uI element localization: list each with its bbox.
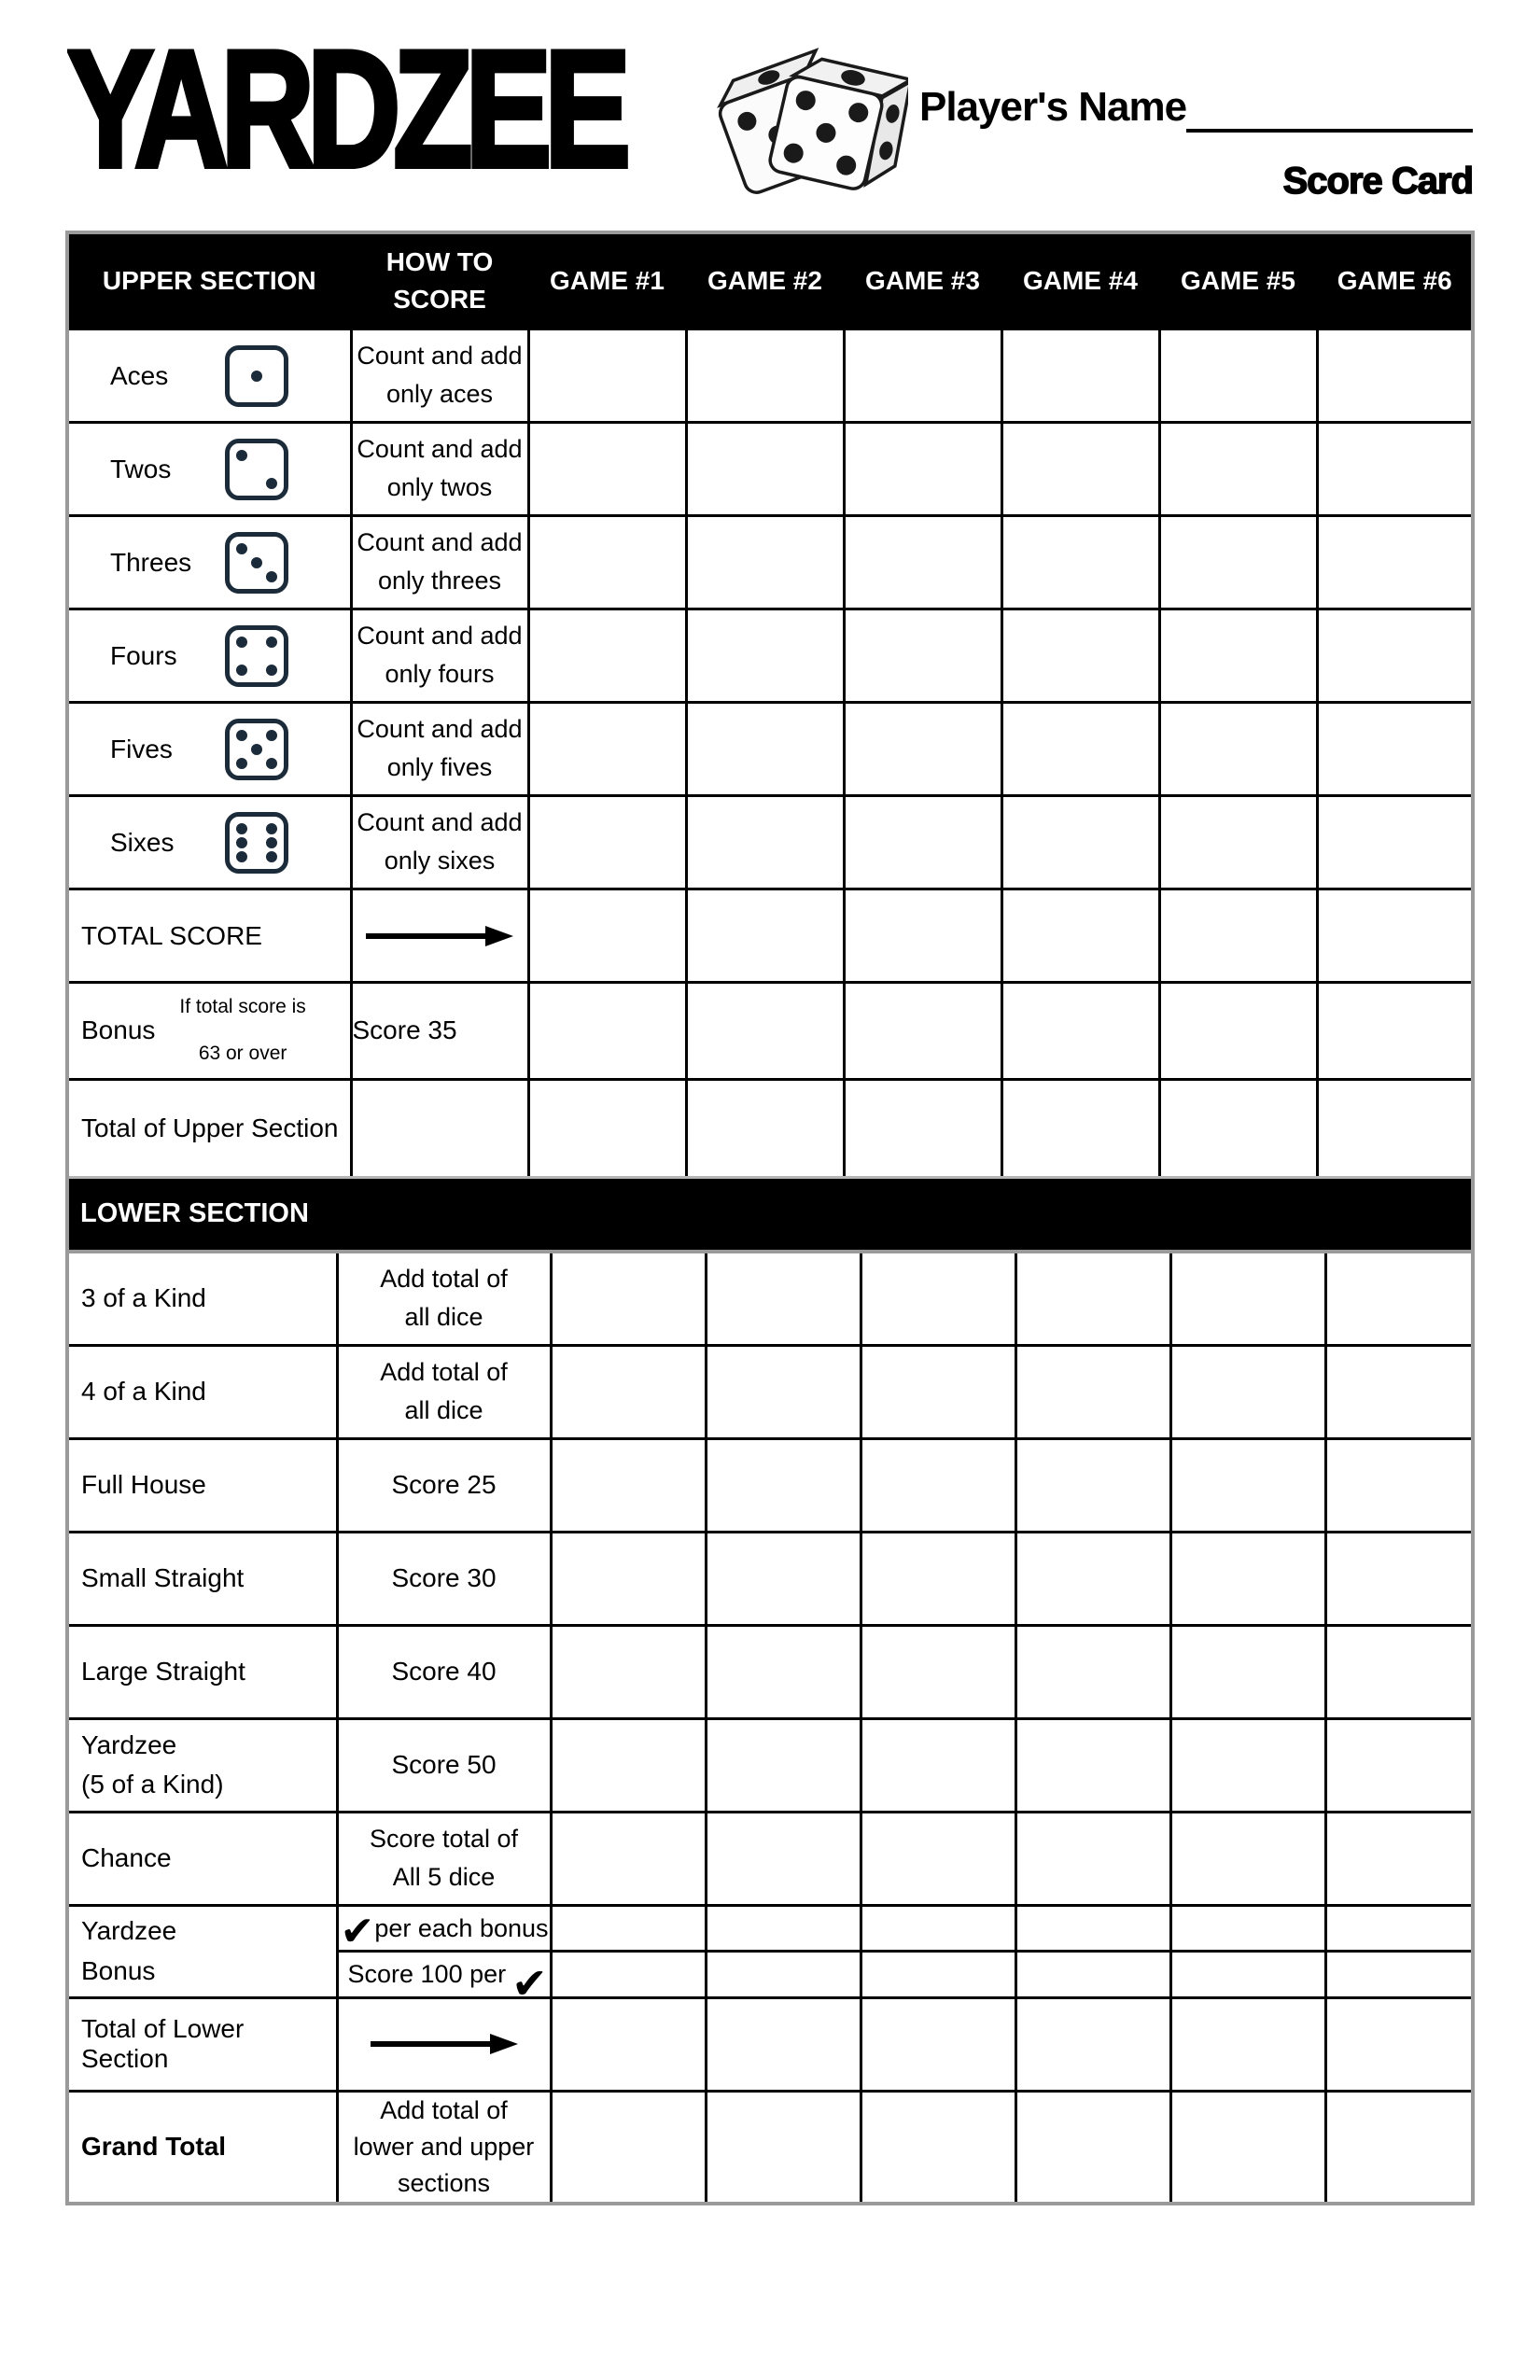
score-cell[interactable] (1001, 609, 1159, 703)
score-cell[interactable] (844, 516, 1001, 609)
score-cell[interactable] (1015, 1625, 1170, 1718)
score-cell[interactable] (1159, 1079, 1317, 1176)
score-cell[interactable] (1170, 1952, 1325, 1998)
upper-section-table (69, 234, 1471, 1176)
score-cell[interactable] (844, 796, 1001, 889)
score-cell[interactable] (1001, 329, 1159, 423)
score-cell[interactable] (551, 1253, 706, 1346)
how-to-score-cell: Score 40 (337, 1625, 551, 1718)
how-to-score-cell: Count and add only sixes (351, 796, 528, 889)
score-cell[interactable] (528, 1079, 686, 1176)
score-cell[interactable] (706, 1718, 861, 1812)
row-label: 4 of a Kind (81, 1377, 206, 1407)
score-cell[interactable] (1170, 1345, 1325, 1438)
score-cell[interactable] (1170, 1812, 1325, 1905)
score-cell[interactable] (861, 1532, 1015, 1625)
score-cell[interactable] (844, 703, 1001, 796)
score-cell[interactable] (686, 796, 844, 889)
die-face-2-icon (225, 439, 288, 500)
score-cell[interactable] (686, 1079, 844, 1176)
right-arrow-icon (369, 2032, 520, 2056)
score-cell[interactable] (686, 703, 844, 796)
score-cell[interactable] (1325, 2091, 1471, 2202)
score-cell[interactable] (686, 329, 844, 423)
game-2-header: GAME #2 (686, 234, 844, 329)
score-cell[interactable] (686, 889, 844, 983)
score-cell[interactable] (528, 329, 686, 423)
score-cell[interactable] (1001, 796, 1159, 889)
score-cell[interactable] (706, 2091, 861, 2202)
row-label: Chance (81, 1843, 172, 1873)
score-cell[interactable] (1317, 516, 1471, 609)
score-cell[interactable] (686, 423, 844, 516)
row-label: TOTAL SCORE (81, 920, 262, 950)
row-threes (69, 516, 1471, 609)
row-label: Grand Total (81, 2132, 227, 2162)
score-card-label: Score Card (1282, 161, 1473, 202)
score-cell[interactable] (1001, 516, 1159, 609)
how-to-score-cell: Score 35 (351, 983, 528, 1080)
score-cell[interactable] (706, 1532, 861, 1625)
score-cell[interactable] (1159, 609, 1317, 703)
score-cell[interactable] (528, 983, 686, 1080)
score-cell[interactable] (1170, 1625, 1325, 1718)
score-cell[interactable] (706, 1905, 861, 1952)
score-cell[interactable] (1325, 1532, 1471, 1625)
row-large-straight (69, 1625, 1471, 1718)
score-cell[interactable] (1317, 796, 1471, 889)
score-cell[interactable] (706, 1253, 861, 1346)
row-label: Fours (110, 640, 177, 670)
row-yardzee-bonus-sub1 (69, 1905, 1471, 1952)
how-to-score-cell: Add total of lower and upper sections (337, 2091, 551, 2202)
row-label: Total of Upper Section (81, 1113, 339, 1142)
row-chance (69, 1812, 1471, 1905)
score-cell[interactable] (1159, 983, 1317, 1080)
checkmark-icon: ✔ (340, 1909, 375, 1955)
row-aces (69, 329, 1471, 423)
how-to-score-cell: Count and add only twos (351, 423, 528, 516)
score-cell[interactable] (551, 1345, 706, 1438)
score-cell[interactable] (1317, 703, 1471, 796)
score-cell[interactable] (1015, 1905, 1170, 1952)
score-cell[interactable] (686, 516, 844, 609)
score-cell[interactable] (551, 1532, 706, 1625)
how-to-score-cell: Add total of all dice (337, 1253, 551, 1346)
how-to-score-cell: Count and add only fives (351, 703, 528, 796)
score-cell[interactable] (551, 1438, 706, 1532)
how-to-score-cell: Score 50 (337, 1718, 551, 1812)
score-cell[interactable] (844, 889, 1001, 983)
score-cell[interactable] (551, 1625, 706, 1718)
row-label: Small Straight (81, 1563, 245, 1593)
score-cell[interactable] (551, 1812, 706, 1905)
score-cell[interactable] (844, 983, 1001, 1080)
game-3-header: GAME #3 (844, 234, 1001, 329)
score-cell[interactable] (844, 423, 1001, 516)
row-label: 3 of a Kind (81, 1283, 206, 1313)
checkmark-icon: ✔ (511, 1959, 548, 2009)
score-cell[interactable] (1159, 516, 1317, 609)
score-cell[interactable] (1001, 983, 1159, 1080)
score-cell[interactable] (861, 1812, 1015, 1905)
score-cell[interactable] (1170, 1438, 1325, 1532)
score-cell[interactable] (1001, 1079, 1159, 1176)
row-total-score (69, 889, 1471, 983)
row-label: Sixes (110, 827, 175, 857)
score-cell[interactable] (1170, 1718, 1325, 1812)
row-total-upper-section (69, 1079, 1471, 1176)
how-to-score-cell: Score 100 per ✔ (337, 1952, 551, 1998)
row-4-of-a-kind (69, 1345, 1471, 1438)
score-cell[interactable] (1317, 329, 1471, 423)
player-name-label: Player's Name (919, 84, 1187, 130)
row-total-lower-section (69, 1997, 1471, 2091)
row-label: Total of Lower Section (81, 2014, 245, 2074)
score-cell[interactable] (861, 1952, 1015, 1998)
score-cell[interactable] (844, 329, 1001, 423)
score-cell[interactable] (528, 796, 686, 889)
score-cell[interactable] (551, 1905, 706, 1952)
score-cell[interactable] (844, 609, 1001, 703)
score-cell[interactable] (1325, 1997, 1471, 2091)
how-to-score-cell: Score 25 (337, 1438, 551, 1532)
score-cell[interactable] (528, 516, 686, 609)
score-cell[interactable] (686, 983, 844, 1080)
yardzee-logo: YARDZEE (67, 16, 624, 202)
score-cell[interactable] (861, 1718, 1015, 1812)
score-cell[interactable] (1015, 2091, 1170, 2202)
score-cell[interactable] (706, 1997, 861, 2091)
score-cell[interactable] (551, 1952, 706, 1998)
row-label: Twos (110, 454, 172, 483)
score-cell[interactable] (706, 1952, 861, 1998)
how-to-score-header: HOW TO SCORE (351, 234, 528, 329)
two-dice-icon (707, 35, 908, 227)
row-label: Full House (81, 1470, 206, 1500)
row-label-line2: (5 of a Kind) (81, 1770, 224, 1799)
row-fours (69, 609, 1471, 703)
how-to-score-cell: ✔ per each bonus (337, 1905, 551, 1952)
score-cell[interactable] (1015, 1532, 1170, 1625)
score-cell[interactable] (1159, 329, 1317, 423)
score-cell[interactable] (1015, 1345, 1170, 1438)
game-1-header: GAME #1 (528, 234, 686, 329)
row-label-line2: Bonus (81, 1955, 156, 1985)
score-cell[interactable] (1001, 703, 1159, 796)
score-cell[interactable] (1159, 423, 1317, 516)
score-cell[interactable] (861, 1438, 1015, 1532)
game-5-header: GAME #5 (1159, 234, 1317, 329)
score-cell[interactable] (706, 1812, 861, 1905)
row-grand-total (69, 2091, 1471, 2202)
score-cell[interactable] (1015, 1718, 1170, 1812)
score-cell[interactable] (1015, 1253, 1170, 1346)
how-to-score-cell (351, 889, 528, 983)
die-face-6-icon (225, 812, 288, 874)
how-to-score-cell: Score total of All 5 dice (337, 1812, 551, 1905)
die-face-5-icon (225, 719, 288, 780)
row-bonus (69, 983, 1471, 1080)
score-cell[interactable] (1325, 1345, 1471, 1438)
score-cell[interactable] (1015, 1438, 1170, 1532)
row-twos (69, 423, 1471, 516)
score-cell[interactable] (861, 1905, 1015, 1952)
row-label: Aces (110, 360, 169, 390)
score-cell[interactable] (528, 703, 686, 796)
score-cell[interactable] (861, 1625, 1015, 1718)
score-cell[interactable] (686, 609, 844, 703)
score-cell[interactable] (706, 1345, 861, 1438)
row-fives (69, 703, 1471, 796)
table-header-row (69, 234, 1471, 329)
score-cell[interactable] (1170, 1997, 1325, 2091)
die-face-3-icon (225, 532, 288, 594)
score-sheet (65, 231, 1475, 2205)
row-3-of-a-kind (69, 1253, 1471, 1346)
lower-section-header: LOWER SECTION (69, 1176, 1471, 1253)
how-to-score-cell: Add total of all dice (337, 1345, 551, 1438)
score-cell[interactable] (1170, 2091, 1325, 2202)
score-cell[interactable] (1325, 1718, 1471, 1812)
score-cell[interactable] (551, 1997, 706, 2091)
score-cell[interactable] (1159, 703, 1317, 796)
score-cell[interactable] (1325, 1253, 1471, 1346)
score-cell[interactable] (1317, 423, 1471, 516)
score-cell[interactable] (1015, 1812, 1170, 1905)
how-to-score-cell: Count and add only threes (351, 516, 528, 609)
score-cell[interactable] (1015, 1997, 1170, 2091)
score-cell[interactable] (861, 2091, 1015, 2202)
die-face-4-icon (225, 625, 288, 687)
score-cell[interactable] (1170, 1905, 1325, 1952)
row-yardzee-5-of-a-kind (69, 1718, 1471, 1812)
score-cell[interactable] (706, 1625, 861, 1718)
score-cell[interactable] (1325, 1905, 1471, 1952)
how-to-score-cell (337, 1997, 551, 2091)
score-cell[interactable] (551, 1718, 706, 1812)
score-cell[interactable] (1325, 1625, 1471, 1718)
player-name-writein-line[interactable] (1186, 82, 1473, 133)
score-cell[interactable] (528, 423, 686, 516)
row-label-line1: Yardzee (81, 1729, 177, 1759)
score-cell[interactable] (1325, 1438, 1471, 1532)
score-cell[interactable] (1001, 423, 1159, 516)
row-label: Threes (110, 547, 192, 577)
upper-section-header: UPPER SECTION (69, 234, 351, 329)
bonus-condition-note: If total score is 63 or over (179, 996, 306, 1065)
score-cell[interactable] (1159, 796, 1317, 889)
row-label: Bonus (81, 1015, 156, 1045)
score-cell[interactable] (706, 1438, 861, 1532)
player-name-row (919, 82, 1473, 133)
die-face-1-icon (225, 345, 288, 407)
row-sixes (69, 796, 1471, 889)
score-cell[interactable] (1170, 1532, 1325, 1625)
lower-section-table (69, 1253, 1471, 2202)
score-cell[interactable] (1325, 1812, 1471, 1905)
row-full-house (69, 1438, 1471, 1532)
score-cell[interactable] (861, 1253, 1015, 1346)
score-cell[interactable] (1325, 1952, 1471, 1998)
score-cell[interactable] (1001, 889, 1159, 983)
row-label: Fives (110, 734, 173, 763)
how-to-score-cell (351, 1079, 528, 1176)
row-label-line1: Yardzee (81, 1916, 177, 1946)
how-to-score-cell: Score 30 (337, 1532, 551, 1625)
how-to-score-cell: Count and add only aces (351, 329, 528, 423)
score-cell[interactable] (1317, 1079, 1471, 1176)
score-cell[interactable] (528, 889, 686, 983)
right-arrow-icon (364, 924, 515, 948)
score-cell[interactable] (551, 2091, 706, 2202)
score-cell[interactable] (1170, 1253, 1325, 1346)
score-cell[interactable] (844, 1079, 1001, 1176)
score-cell[interactable] (528, 609, 686, 703)
score-cell[interactable] (1317, 609, 1471, 703)
row-label: Large Straight (81, 1657, 245, 1687)
score-cell[interactable] (1015, 1952, 1170, 1998)
game-4-header: GAME #4 (1001, 234, 1159, 329)
how-to-score-cell: Count and add only fours (351, 609, 528, 703)
score-cell[interactable] (861, 1997, 1015, 2091)
score-cell[interactable] (861, 1345, 1015, 1438)
score-cell[interactable] (1159, 889, 1317, 983)
score-cell[interactable] (1317, 889, 1471, 983)
row-small-straight (69, 1532, 1471, 1625)
game-6-header: GAME #6 (1317, 234, 1471, 329)
score-cell[interactable] (1317, 983, 1471, 1080)
